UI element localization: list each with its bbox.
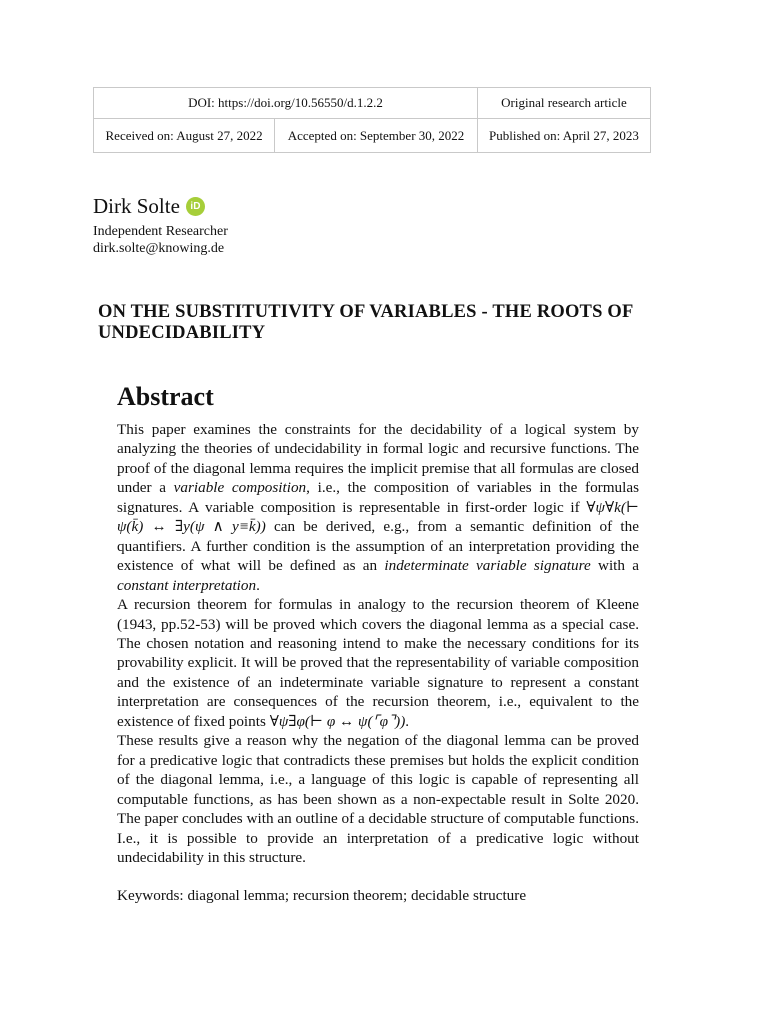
author-affiliation-block (93, 223, 228, 257)
abstract-body (117, 420, 639, 867)
article-metadata-table (93, 87, 651, 153)
author-line (93, 194, 205, 219)
author-name: Dirk Solte (93, 194, 180, 218)
paper-title: ON THE SUBSTITUTIVITY OF VARIABLES - THE ROOTS OF UNDECIDABILITY (98, 302, 633, 343)
abstract-paragraph-2: A recursion theorem for formulas in analogy to the recursion theorem of Kleene (1943, pp.52-53) will be proved which covers the diagonal lemma as a special case. The chosen notation and reasoning intend to make the necessary conditions for its provability explicit. It will be proved that the representability of variable composition and the existence of an indeterminate variable signature to represent a constant interpretation are consequences of the recursion theorem, i.e., equivalent to the existence of fixed points ∀ψ∃φ(⊢ φ ↔ ψ(⌜φ⌝)). (117, 596, 639, 730)
formula-variable-composition: ∀ψ∀k(⊢ ψ(k̄) ↔ ∃y(ψ ∧ y≡k̄)) (117, 498, 639, 536)
published-date-cell: Published on: April 27, 2023 (477, 119, 650, 153)
emphasis-indeterminate-signature: indeterminate variable signature (384, 557, 591, 575)
received-date-cell: Received on: August 27, 2022 (94, 119, 275, 153)
article-type-cell: Original research article (477, 88, 650, 119)
author-affiliation: Independent Researcher (93, 224, 228, 239)
doi-cell[interactable]: DOI: https://doi.org/10.56550/d.1.2.2 (94, 88, 478, 119)
author-email[interactable]: dirk.solte@knowing.de (93, 241, 225, 256)
accepted-date-cell: Accepted on: September 30, 2022 (275, 119, 478, 153)
abstract-heading: Abstract (117, 382, 214, 411)
formula-fixed-points: ∀ψ∃φ(⊢ φ ↔ ψ(⌜φ⌝)) (269, 712, 406, 730)
orcid-icon[interactable]: iD (186, 197, 205, 216)
abstract-paragraph-1: This paper examines the constraints for the decidability of a logical system by analyzing the theories of undecidability in formal logic and recursive functions. The proof of the diagonal lemma requires the implicit premise that all formulas are closed under a variable composition, i.e., the composition of variables in the formulas signatures. A variable composition is representable in first-order logic if ∀ψ∀k(⊢ ψ(k̄) ↔ ∃y(ψ ∧ y≡k̄)) can be derived, e.g., from a semantic definition of the quantifiers. A further condition is the assumption of an interpretation providing the existence of what will be defined as an indeterminate variable signature with a constant interpretation. (117, 421, 640, 594)
keywords-line: Keywords: diagonal lemma; recursion theorem; decidable structure (117, 887, 527, 904)
emphasis-constant-interpretation: constant interpretation (117, 576, 257, 594)
abstract-paragraph-3: These results give a reason why the negation of the diagonal lemma can be proved for a predicative logic that contradicts these premises but holds the explicit condition of the diagonal lemma, i.e., a language of this logic is capable of representing all computable functions, as has been shown as a non-expectable result in Solte 2020. The paper concludes with an outline of a decidable structure of computable functions. I.e., it is possible to provide an interpretation of a predicative logic without undecidability in this structure. (117, 732, 639, 866)
emphasis-variable-composition: variable composition (173, 479, 307, 497)
